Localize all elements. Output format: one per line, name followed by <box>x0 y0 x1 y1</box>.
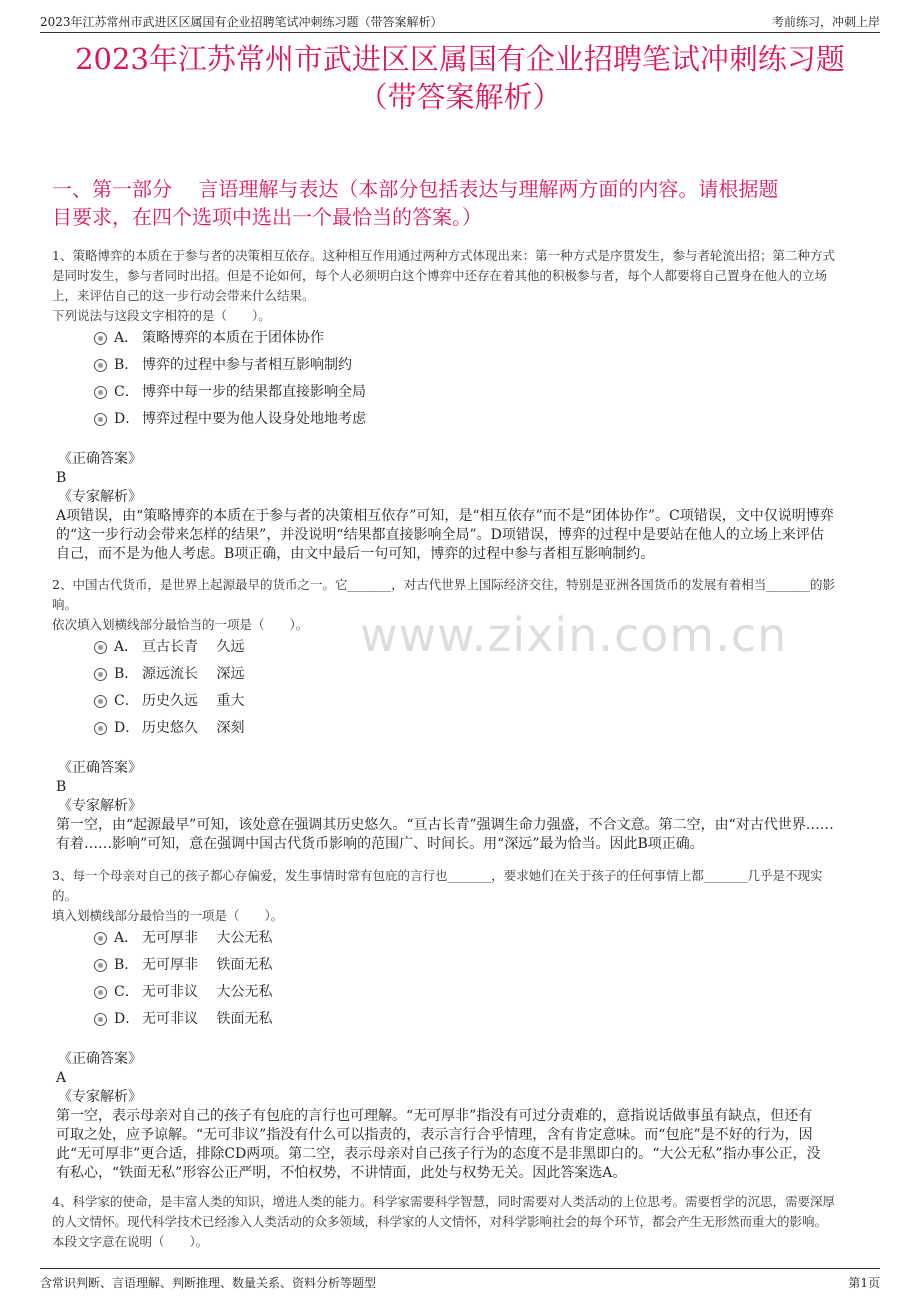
option-text: 亘古长青 久远 <box>142 639 245 655</box>
option-letter: A． <box>114 639 139 655</box>
radio-icon[interactable] <box>94 359 107 372</box>
option-text: 源远流长 深远 <box>142 666 245 682</box>
answer-heading: 《正确答案》 <box>58 451 142 467</box>
option-text: 策略博弈的本质在于团体协作 <box>142 330 324 346</box>
question-stem-line: 4、科学家的使命，是丰富人类的知识，增进人类的能力。科学家需要科学智慧，同时需要对人类活动的上位思考。需要哲学的沉思，需要深厚 <box>52 1194 835 1209</box>
radio-icon[interactable] <box>94 959 107 972</box>
question-4 <box>52 1192 872 1252</box>
question-prompt: 下列说法与这段文字相符的是（ ）。 <box>52 308 271 323</box>
question-1-options <box>52 326 872 434</box>
question-stem-line: 3、每一个母亲对自己的孩子都心存偏爱，发生事情时常有包庇的言行也_______，要求她们在关于孩子的任何事情上都_______几乎是不现实 <box>52 868 823 883</box>
option-d[interactable] <box>94 716 872 743</box>
analysis-heading: 《专家解析》 <box>58 489 142 505</box>
header-doc-title: 2023年江苏常州市武进区区属国有企业招聘笔试冲刺练习题（带答案解析） <box>40 15 443 29</box>
radio-icon[interactable] <box>94 1013 107 1026</box>
page-title-line-2: （带答案解析） <box>358 80 562 114</box>
question-3-options <box>52 926 872 1034</box>
option-d[interactable] <box>94 407 872 434</box>
question-stem-line: 2、中国古代货币，是世界上起源最早的货币之一。它_______，对古代世界上国际经济交往，特别是亚洲各国货币的发展有着相当_______的影 <box>52 577 835 592</box>
analysis-line: 有私心，“铁面无私”形容公正严明，不怕权势，不讲情面，此处与权势无关。因此答案选A。 <box>56 1165 627 1181</box>
header-slogan: 考前练习，冲刺上岸 <box>771 15 880 29</box>
analysis-line: 自己，而不是为他人考虑。B项正确，由文中最后一句可知，博弈的过程中参与者相互影响制约。 <box>56 546 655 562</box>
question-prompt: 本段文字意在说明（ ）。 <box>52 1234 209 1249</box>
answer-heading: 《正确答案》 <box>58 1051 142 1067</box>
radio-icon[interactable] <box>94 332 107 345</box>
option-b[interactable] <box>94 953 872 980</box>
option-letter: C． <box>114 693 139 709</box>
option-letter: A． <box>114 930 139 946</box>
analysis-line: 的“这一步行动会带来怎样的结果”，并没说明“结果都直接影响全局”。D项错误，博弈的过程中是要站在他人的立场上来评估 <box>56 527 824 543</box>
option-text: 历史久远 重大 <box>142 693 245 709</box>
option-c[interactable] <box>94 980 872 1007</box>
radio-icon[interactable] <box>94 722 107 735</box>
page-header <box>40 10 880 33</box>
analysis-line: 此“无可厚非”更合适，排除CD两项。第二空，表示母亲对自己孩子行为的态度不是非黑即白的。“大公无私”指办事公正，没 <box>56 1146 821 1162</box>
page-title <box>0 40 920 116</box>
radio-icon[interactable] <box>94 641 107 654</box>
question-2-options <box>52 635 872 743</box>
radio-icon[interactable] <box>94 932 107 945</box>
option-a[interactable] <box>94 326 872 353</box>
radio-icon[interactable] <box>94 986 107 999</box>
option-letter: B． <box>114 666 139 682</box>
analysis-line: 第一空，表示母亲对自己的孩子有包庇的言行也可理解。“无可厚非”指没有可过分责难的，意指说话做事虽有缺点，但还有 <box>56 1108 813 1124</box>
option-letter: C． <box>114 984 139 1000</box>
option-text: 无可非议 铁面无私 <box>142 1011 273 1027</box>
option-c[interactable] <box>94 380 872 407</box>
option-text: 无可厚非 大公无私 <box>142 930 273 946</box>
option-text: 无可厚非 铁面无私 <box>142 957 273 973</box>
option-c[interactable] <box>94 689 872 716</box>
question-stem-line: 的人文情怀。现代科学技术已经渗入人类活动的众多领域，科学家的人文情怀，对科学影响社会的每个环节，都会产生无形然而重大的影响。 <box>52 1214 828 1229</box>
analysis-heading: 《专家解析》 <box>58 1089 142 1105</box>
option-letter: B． <box>114 957 139 973</box>
question-prompt: 依次填入划横线部分最恰当的一项是（ ）。 <box>52 617 309 632</box>
section-heading-line-1: 一、第一部分 言语理解与表达（本部分包括表达与理解两方面的内容。请根据题 <box>52 177 779 201</box>
question-prompt: 填入划横线部分最恰当的一项是（ ）。 <box>52 908 284 923</box>
option-letter: D． <box>114 720 140 736</box>
radio-icon[interactable] <box>94 386 107 399</box>
question-2-answer <box>52 759 872 854</box>
analysis-line: 有着……影响”可知，意在强调中国古代货币影响的范围广、时间长。用“深远”最为恰当。因此B项正确。 <box>56 836 704 852</box>
question-stem-line: 响。 <box>52 597 78 612</box>
radio-icon[interactable] <box>94 668 107 681</box>
option-d[interactable] <box>94 1007 872 1034</box>
question-stem-line: 是同时发生，参与者同时出招。但是不论如何，每个人必须明白这个博弈中还存在着其他的积极参与者，每个人都要将自己置身在他人的立场 <box>52 268 828 283</box>
option-b[interactable] <box>94 662 872 689</box>
question-1-answer <box>52 450 872 564</box>
page-number: 第1页 <box>848 1276 880 1290</box>
option-text: 博弈的过程中参与者相互影响制约 <box>142 357 352 373</box>
section-heading <box>52 175 872 231</box>
option-text: 博弈过程中要为他人设身处地地考虑 <box>142 411 366 427</box>
question-2 <box>52 575 872 635</box>
question-stem-line: 的。 <box>52 888 78 903</box>
option-text: 历史悠久 深刻 <box>142 720 245 736</box>
option-b[interactable] <box>94 353 872 380</box>
page-title-line-1: 2023年江苏常州市武进区区属国有企业招聘笔试冲刺练习题 <box>75 42 845 76</box>
option-letter: C． <box>114 384 139 400</box>
watermark: www.zixin.com.cn <box>360 608 788 662</box>
answer-value: A <box>56 1070 67 1086</box>
analysis-line: 第一空，由“起源最早”可知，该处意在强调其历史悠久。“亘古长青”强调生命力强盛，不合文意。第二空，由“对古代世界…… <box>56 817 834 833</box>
radio-icon[interactable] <box>94 413 107 426</box>
option-a[interactable] <box>94 635 872 662</box>
option-a[interactable] <box>94 926 872 953</box>
option-text: 博弈中每一步的结果都直接影响全局 <box>142 384 366 400</box>
answer-value: B <box>56 779 67 795</box>
analysis-line: A项错误，由“策略博弈的本质在于参与者的决策相互依存”可知，是“相互依存”而不是“团体协作”。C项错误，文中仅说明博弈 <box>56 508 834 524</box>
analysis-heading: 《专家解析》 <box>58 798 142 814</box>
section-heading-line-2: 目要求，在四个选项中选出一个最恰当的答案。） <box>52 205 482 229</box>
radio-icon[interactable] <box>94 695 107 708</box>
footer-topics: 含常识判断、言语理解、判断推理、数量关系、资料分析等题型 <box>40 1276 377 1290</box>
question-1 <box>52 246 872 326</box>
option-letter: D． <box>114 411 140 427</box>
page-footer <box>40 1268 880 1293</box>
option-letter: B． <box>114 357 139 373</box>
question-3-answer <box>52 1050 872 1183</box>
question-stem-line: 1、策略博弈的本质在于参与者的决策相互依存。这种相互作用通过两种方式体现出来：第一种方式是序贯发生，参与者轮流出招；第二种方式 <box>52 248 835 263</box>
answer-value: B <box>56 470 67 486</box>
option-letter: D． <box>114 1011 140 1027</box>
option-letter: A． <box>114 330 139 346</box>
option-text: 无可非议 大公无私 <box>142 984 273 1000</box>
answer-heading: 《正确答案》 <box>58 760 142 776</box>
analysis-line: 可取之处，应予谅解。“无可非议”指没有什么可以指责的，表示言行合乎情理，含有肯定意味。而“包庇”是不好的行为，因 <box>56 1127 813 1143</box>
question-3 <box>52 866 872 926</box>
question-stem-line: 上，来评估自己的这一步行动会带来什么结果。 <box>52 288 315 303</box>
